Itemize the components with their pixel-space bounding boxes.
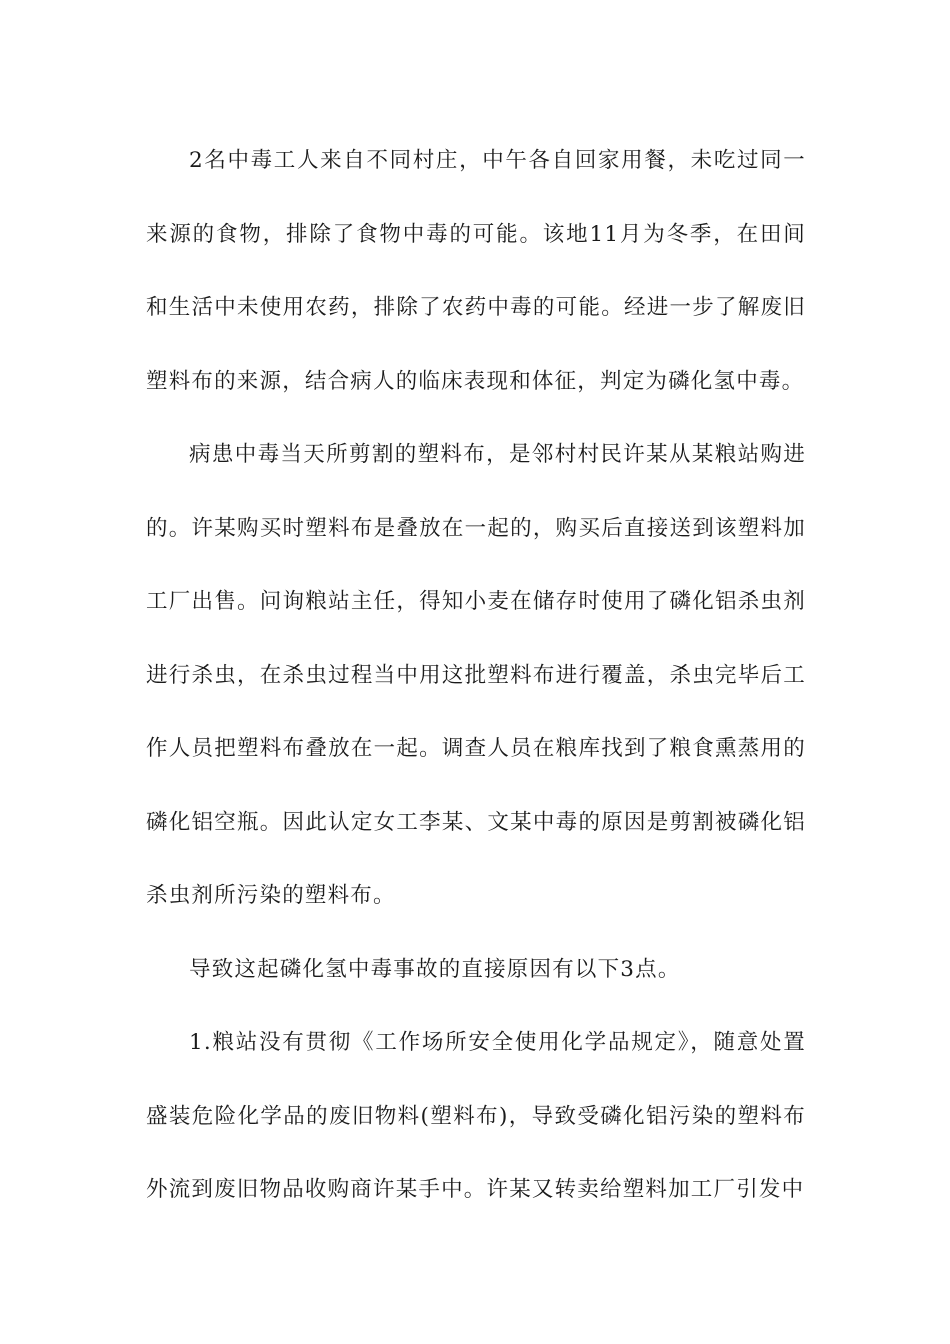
paragraph-direct-causes-intro: 导致这起磷化氢中毒事故的直接原因有以下3点。 xyxy=(189,956,681,982)
paragraph-exclusion-of-causes: 2名中毒工人来自不同村庄，中午各自回家用餐，未吃过同一来源的食物，排除了食物中毒的可能。该地11月为冬季，在田间和生活中未使用农药，排除了农药中毒的可能。经进一步了解废旧塑料布的来源，结合病人的临床表现和体征，判定为磷化氢中毒。 xyxy=(146,148,806,394)
paragraph-cause-1: 1.粮站没有贯彻《工作场所安全使用化学品规定》，随意处置盛装危险化学品的废旧物料(塑料布)，导致受磷化铝污染的塑料布外流到废旧物品收购商许某手中。许某又转卖给塑料加工厂引发中 xyxy=(146,1030,806,1202)
document-body xyxy=(146,124,806,1227)
paragraph-source-of-plastic-sheet: 病患中毒当天所剪割的塑料布，是邻村村民许某从某粮站购进的。许某购买时塑料布是叠放在一起的，购买后直接送到该塑料加工厂出售。问询粮站主任，得知小麦在储存时使用了磷化铝杀虫剂进行杀虫，在杀虫过程当中用这批塑料布进行覆盖，杀虫完毕后工作人员把塑料布叠放在一起。调查人员在粮库找到了粮食熏蒸用的磷化铝空瓶。因此认定女工李某、文某中毒的原因是剪割被磷化铝杀虫剂所污染的塑料布。 xyxy=(146,442,806,908)
